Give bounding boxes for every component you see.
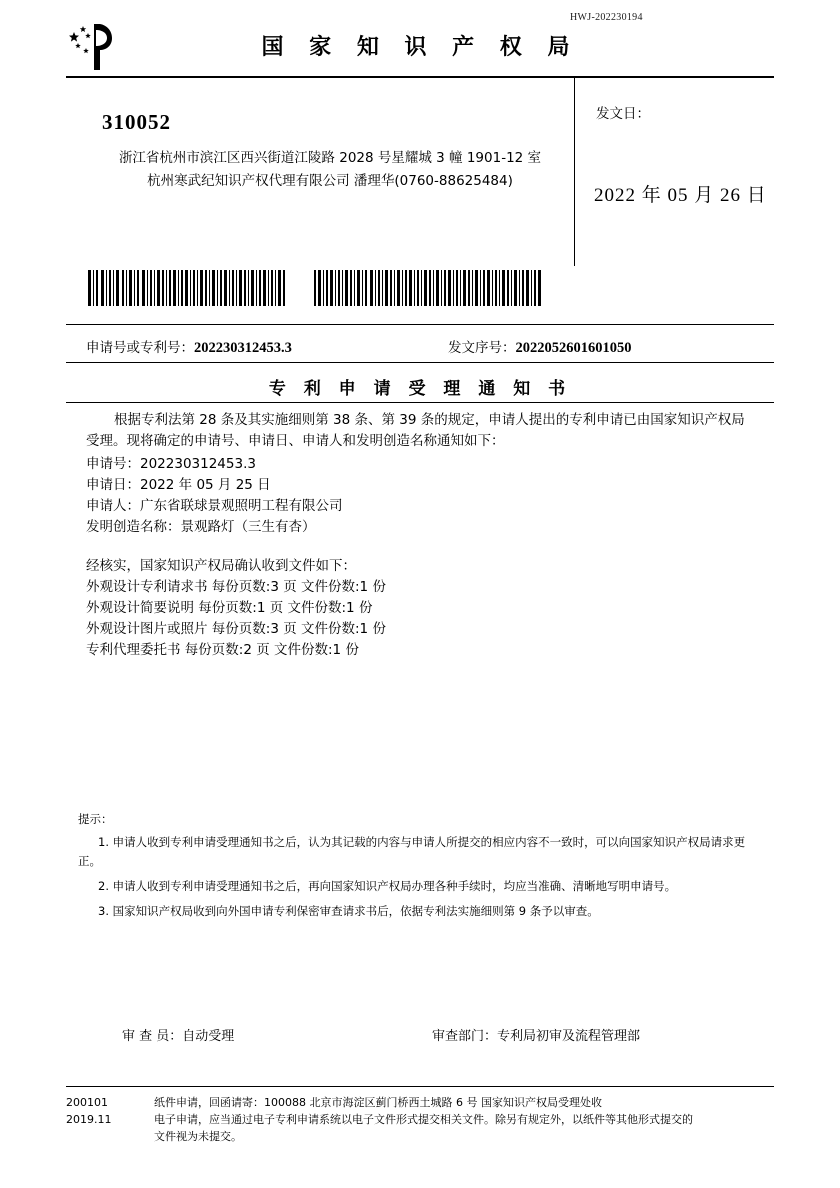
address-date-block [66, 78, 774, 324]
received-document-3: 外观设计图片或照片 每份页数:3 页 文件份数:1 份 [86, 621, 386, 637]
field-application-number: 申请号：202230312453.3 [86, 456, 256, 472]
body-paragraph: 根据专利法第 28 条及其实施细则第 38 条、第 39 条的规定，申请人提出的专利申请已由国家知识产权局受理。现将确定的申请号、申请日、申请人和发明创造名称通知如下： [86, 412, 745, 449]
notes-title: 提示： [78, 812, 113, 826]
field-application-date: 申请日：2022 年 05 月 25 日 [86, 477, 271, 493]
application-number-value: 202230312453.3 [194, 340, 292, 356]
application-number-group [86, 336, 292, 357]
dispatch-number-value: 2022052601601050 [515, 340, 632, 356]
document-title: 专 利 申 请 受 理 通 知 书 [268, 379, 572, 399]
dispatch-date-label: 发文日： [596, 106, 650, 122]
department-label: 审查部门： [432, 1029, 498, 1044]
examiner-group [122, 1025, 234, 1044]
footer-divider [66, 1086, 774, 1087]
field-applicant: 申请人：广东省联球景观照明工程有限公司 [86, 498, 343, 514]
vertical-divider [574, 78, 575, 266]
notes-section [78, 810, 768, 927]
barcode-left [88, 270, 288, 306]
address-line-1: 浙江省杭州市滨江区西兴街道江陵路 2028 号星耀城 3 幢 1901-12 室 [118, 150, 542, 166]
barcode-right [314, 270, 542, 306]
note-item-1: 1. 申请人收到专利申请受理通知书之后，认为其记载的内容与申请人所提交的相应内容不一致时，可以向国家知识产权局请求更正。 [78, 835, 746, 868]
top-reference-code: HWJ-202230194 [570, 12, 643, 23]
received-document-2: 外观设计简要说明 每份页数:1 页 文件份数:1 份 [86, 600, 373, 616]
note-item-3: 3. 国家知识产权局收到向外国申请专利保密审查请求书后，依据专利法实施细则第 9 条予以审查。 [98, 904, 599, 918]
dispatch-number-group [448, 336, 632, 357]
footer-code-2: 2019.11 [66, 1113, 112, 1126]
page-title: 国 家 知 识 产 权 局 [261, 35, 579, 60]
numbers-row [66, 332, 774, 360]
footer-codes [66, 1094, 146, 1128]
address-line-2: 杭州寒武纪知识产权代理有限公司 潘理华(0760-88625484) [147, 173, 513, 189]
footer-line-1: 纸件申请，回函请寄：100088 北京市海淀区蓟门桥西土城路 6 号 国家知识产权局受理处收 [154, 1096, 602, 1109]
dispatch-number-label: 发文序号： [448, 340, 516, 356]
application-number-label: 申请号或专利号： [86, 340, 194, 356]
confirm-line: 经核实，国家知识产权局确认收到文件如下： [86, 558, 356, 574]
received-document-4: 专利代理委托书 每份页数:2 页 文件份数:1 份 [86, 642, 359, 658]
field-invention-name: 发明创造名称：景观路灯（三生有杏） [86, 519, 316, 535]
document-body [86, 410, 756, 661]
body-spacer [86, 538, 756, 556]
footer-code-1: 200101 [66, 1096, 108, 1109]
examiner-value: 自动受理 [182, 1029, 235, 1044]
footer-text [154, 1094, 774, 1145]
received-document-1: 外观设计专利请求书 每份页数:3 页 文件份数:1 份 [86, 579, 386, 595]
footer-line-3: 文件视为未提交。 [154, 1130, 242, 1143]
examiner-label: 审 查 员： [122, 1029, 183, 1044]
note-item-2: 2. 申请人收到专利申请受理通知书之后，再向国家知识产权局办理各种手续时，均应当准确、清晰地写明申请号。 [98, 879, 677, 893]
divider-above-numbers [66, 324, 774, 325]
department-group [432, 1025, 640, 1044]
department-value: 专利局初审及流程管理部 [497, 1029, 641, 1044]
zipcode: 310052 [102, 110, 171, 134]
document-header [66, 22, 774, 74]
footer-line-2: 电子申请，应当通过电子专利申请系统以电子文件形式提交相关文件。除另有规定外，以纸件等其他形式提交的 [154, 1113, 693, 1126]
divider-below-numbers [66, 362, 774, 363]
dispatch-date-value: 2022 年 05 月 26 日 [594, 185, 767, 206]
divider-below-title [66, 402, 774, 403]
